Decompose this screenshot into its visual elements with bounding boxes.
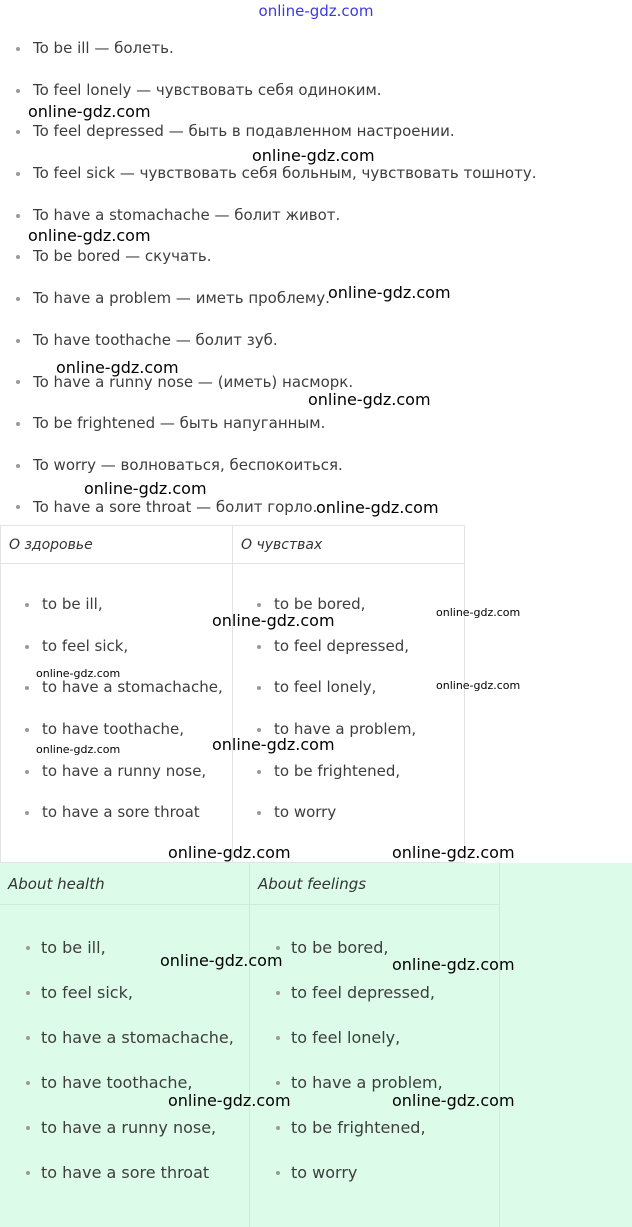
list-item: to feel lonely, [250, 1015, 443, 1060]
bullet-icon [276, 991, 280, 995]
watermark: online-gdz.com [392, 1091, 515, 1110]
bullet-icon [16, 297, 20, 301]
list-item: to feel sick, [1, 626, 223, 668]
list-item: to worry [250, 1150, 443, 1195]
bullet-icon [25, 728, 29, 732]
bullet-icon [25, 686, 29, 690]
bullet-icon [25, 645, 29, 649]
bullet-icon [16, 89, 20, 93]
table-cell-feelings [250, 905, 500, 1227]
bullet-icon [276, 1171, 280, 1175]
watermark: online-gdz.com [212, 735, 335, 754]
table-cell-feelings [232, 563, 465, 863]
list-item: to be frightened, [250, 1105, 443, 1150]
list-item: To have a problem — иметь проблему. [0, 278, 537, 320]
table-header-cell [250, 863, 500, 905]
list-item: To feel sick — чувствовать себя больным, чувствовать тошноту. [0, 153, 537, 195]
watermark: online-gdz.com [436, 606, 521, 619]
bullet-icon [276, 1081, 280, 1085]
table-cell-health [0, 563, 233, 863]
watermark: online-gdz.com [436, 679, 521, 692]
list-item: to have a stomachache, [1, 667, 223, 709]
table-header-cell [0, 525, 233, 564]
list-item: to be ill, [1, 584, 223, 626]
list-item: to have a sore throat [1, 792, 223, 834]
list-item: to feel depressed, [233, 626, 416, 668]
list-item: To feel lonely — чувствовать себя одиноким. [0, 70, 537, 112]
site-header[interactable]: online-gdz.com [258, 2, 374, 20]
watermark: online-gdz.com [308, 390, 431, 409]
bullet-icon [26, 1036, 30, 1040]
watermark: online-gdz.com [36, 743, 121, 756]
bullet-icon [16, 214, 20, 218]
bullet-icon [26, 1126, 30, 1130]
bullet-icon [26, 1081, 30, 1085]
list-item: to feel sick, [0, 970, 234, 1015]
list-item: to feel lonely, [233, 667, 416, 709]
list-item: to have a problem, [233, 709, 416, 751]
list-item: To have toothache — болит зуб. [0, 320, 537, 362]
list-item: to be ill, [0, 925, 234, 970]
column-header-health: О здоровье [9, 537, 93, 553]
column-header-health: About health [8, 875, 105, 893]
watermark: online-gdz.com [392, 843, 515, 862]
watermark: online-gdz.com [168, 843, 291, 862]
bullet-icon [25, 770, 29, 774]
watermark: online-gdz.com [252, 146, 375, 165]
list-item: to be bored, [250, 925, 443, 970]
list-item: to feel depressed, [250, 970, 443, 1015]
list-item: To have a stomachache — болит живот. [0, 195, 537, 237]
bullet-icon [25, 603, 29, 607]
bullet-icon [26, 991, 30, 995]
list-item: To be bored — скучать. [0, 236, 537, 278]
bullet-icon [257, 770, 261, 774]
list-item: To be frightened — быть напуганным. [0, 403, 537, 445]
list-item: To worry — волноваться, беспокоиться. [0, 445, 537, 487]
bullet-icon [257, 686, 261, 690]
watermark: online-gdz.com [36, 667, 121, 680]
table-header-cell [232, 525, 465, 564]
list-item: to have a runny nose, [0, 1105, 234, 1150]
list-item: To feel depressed — быть в подавленном настроении. [0, 111, 537, 153]
bullet-icon [16, 380, 20, 384]
bullet-icon [257, 728, 261, 732]
bullet-icon [16, 339, 20, 343]
watermark: online-gdz.com [212, 611, 335, 630]
bullet-icon [16, 172, 20, 176]
watermark: online-gdz.com [316, 498, 439, 517]
watermark: online-gdz.com [328, 283, 451, 302]
list-item: To be ill — болеть. [0, 28, 537, 70]
list-item: to be bored, [233, 584, 416, 626]
watermark: online-gdz.com [56, 358, 179, 377]
bullet-icon [257, 811, 261, 815]
table-english-headers [0, 863, 632, 1227]
list-item: to have a runny nose, [1, 751, 223, 793]
bullet-icon [257, 603, 261, 607]
bullet-icon [16, 464, 20, 468]
list-item: To have a sore throat — болит горло. [0, 487, 537, 529]
column-header-feelings: About feelings [258, 875, 367, 893]
watermark: online-gdz.com [392, 955, 515, 974]
list-item: to be frightened, [233, 751, 416, 793]
list-item: to have toothache, [0, 1060, 234, 1105]
table-russian-headers [0, 525, 465, 863]
list-item: to have a problem, [250, 1060, 443, 1105]
bullet-icon [276, 1036, 280, 1040]
bullet-icon [16, 130, 20, 134]
watermark: online-gdz.com [168, 1091, 291, 1110]
bullet-icon [276, 1126, 280, 1130]
list-item: To have a runny nose — (иметь) насморк. [0, 362, 537, 404]
watermark: online-gdz.com [160, 951, 283, 970]
bullet-icon [16, 255, 20, 259]
watermark: online-gdz.com [28, 226, 151, 245]
table-header-cell [0, 863, 250, 905]
list-item: to have toothache, [1, 709, 223, 751]
bullet-icon [16, 422, 20, 426]
bullet-icon [16, 47, 20, 51]
watermark: online-gdz.com [84, 479, 207, 498]
bullet-icon [16, 505, 20, 509]
list-item: to have a sore throat [0, 1150, 234, 1195]
bullet-icon [25, 811, 29, 815]
bullet-icon [26, 1171, 30, 1175]
column-header-feelings: О чувствах [241, 537, 323, 553]
bullet-icon [257, 645, 261, 649]
list-item: to worry [233, 792, 416, 834]
bullet-icon [26, 946, 30, 950]
watermark: online-gdz.com [28, 102, 151, 121]
bullet-icon [276, 946, 280, 950]
health-list [1, 584, 223, 834]
list-item: to have a stomachache, [0, 1015, 234, 1060]
